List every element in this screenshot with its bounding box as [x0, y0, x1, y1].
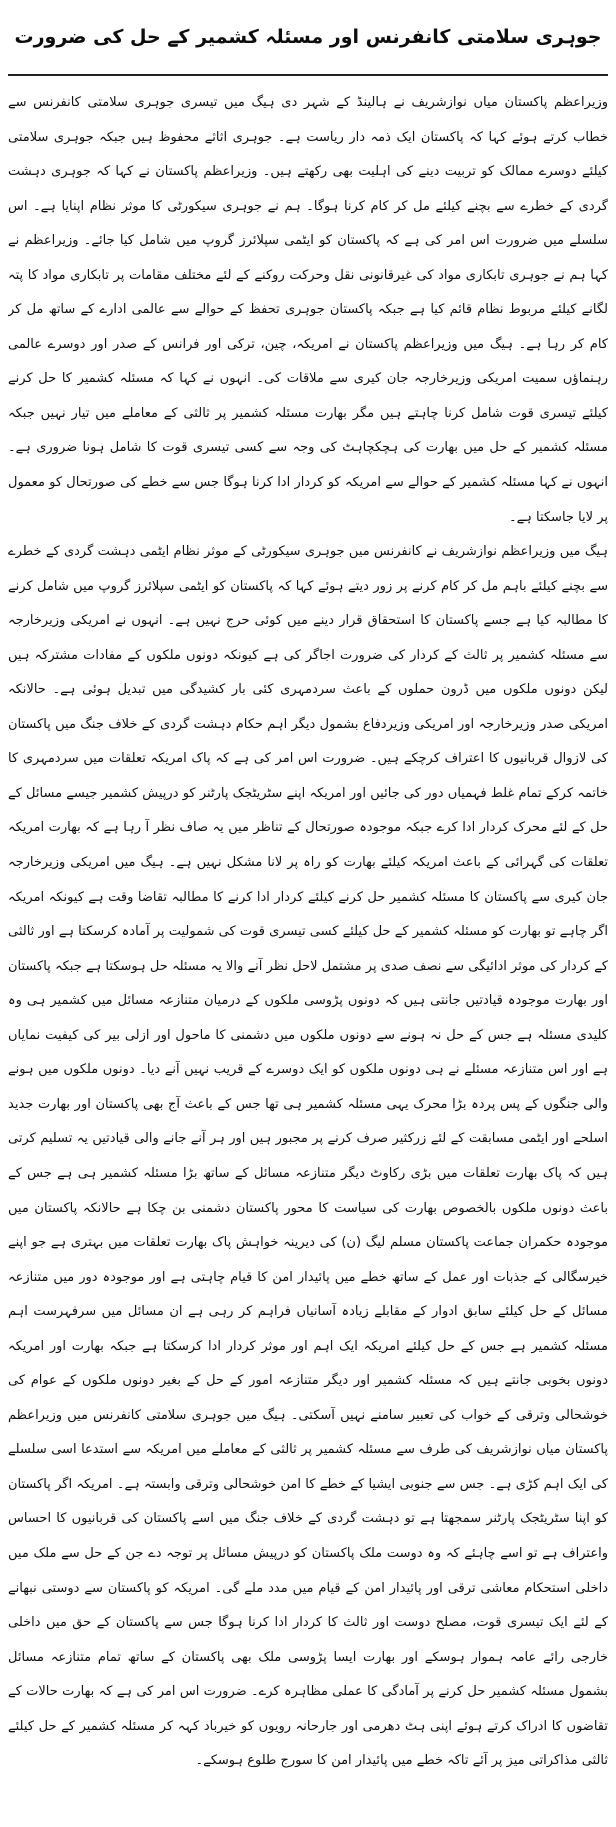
article-paragraph: وزیراعظم پاکستان میاں نوازشریف نے ہالینڈ کے شہر دی ہیگ میں تیسری جوہری سلامتی کانفرنس سے خطاب کرتے ہوئے کہا کہ پاکستان ایک ذمہ دار ریاست ہے۔ جوہری اثاثے محفوظ ہیں جبکہ جوہری سلامتی کیلئے دوسرے ممالک کو تربیت دینے کی اہلیت بھی رکھتے ہیں۔ وزیراعظم پاکستان نے کہا کہ جوہری دہشت گردی کے خطرے سے بچنے کیلئے مل کر کام کرنا ہوگا۔ ہم نے جوہری سیکورٹی کا موثر نظام اپنایا ہے۔ اس سلسلے میں ضرورت اس امر کی ہے کہ پاکستان کو ایٹمی سپلائرز گروپ میں شامل کیا جائے۔ وزیراعظم نے کہا ہم نے جوہری تابکاری مواد کی غیرقانونی نقل وحرکت روکنے کے لئے مختلف مقامات پر تابکاری مواد کا پتہ لگانے کیلئے مربوط نظام قائم کیا ہے جبکہ پاکستان جوہری تحفظ کے حوالے سے عالمی ادارے کے ساتھ مل کر کام کر رہا ہے۔ ہیگ میں وزیراعظم پاکستان نے امریکہ، چین، ترکی اور فرانس کے صدر اور دوسرے عالمی رہنماؤں سمیت امریکی وزیرخارجہ جان کیری سے ملاقات کی۔ انہوں نے کہا کہ مسئلہ کشمیر کا حل کرنے کیلئے تیسری قوت شامل کرنا چاہتے ہیں مگر بھارت مسئلہ کشمیر پر ثالثی کے معاملے میں تیار نہیں جبکہ مسئلہ کشمیر کے حل میں بھارت کی ہچکچاہٹ کی وجہ سے کسی تیسری قوت کا شامل ہونا ضروری ہے۔ انہوں نے کہا مسئلہ کشمیر کے حوالے سے امریکہ کو کردار ادا کرنا ہوگا جس سے خطے کی صورتحال کو معمول پر لایا جاسکتا ہے۔: [8, 95, 608, 525]
headline-container: [6, 4, 610, 70]
headline-divider: [8, 74, 608, 76]
article-body: [8, 86, 608, 1822]
headline: جوہری سلامتی کانفرنس اور مسئلہ کشمیر کے حل کی ضرورت: [14, 25, 602, 48]
article-paragraph: ہیگ میں وزیراعظم نوازشریف نے کانفرنس میں جوہری سیکورٹی کے موثر نظام ایٹمی دہشت گردی کے خطرے سے بچنے کیلئے باہم مل کر کام کرنے پر زور دیتے ہوئے کہا کہ پاکستان کو ایٹمی سپلائرز گروپ میں شامل کرنے کا مطالبہ کیا ہے جسے پاکستان کا استحقاق قرار دینے میں کوئی حرج نہیں ہے۔ انہوں نے امریکی وزیرخارجہ سے مسئلہ کشمیر پر ثالث کے کردار کی ضرورت اجاگر کی ہے کیونکہ دونوں ملکوں کے مفادات مشترکہ ہیں لیکن دونوں ملکوں میں ڈرون حملوں کے باعث سردمہری کئی بار کشیدگی میں تبدیل ہوئی ہے۔ حالانکہ امریکی صدر وزیرخارجہ اور امریکی وزیردفاع بشمول دیگر اہم حکام دہشت گردی کے خلاف جنگ میں پاکستان کی لازوال قربانیوں کا اعتراف کرچکے ہیں۔ ضرورت اس امر کی ہے کہ پاک امریکہ تعلقات میں سردمہری کا خاتمہ کرکے تمام غلط فہمیاں دور کی جائیں اور امریکہ اپنے سٹریٹجک پارٹنر کو درپیش کشمیر جیسے مسائل کے حل کے لئے محرک کردار ادا کرے جبکہ موجودہ صورتحال کے تناظر میں یہ صاف نظر آ رہا ہے کہ بھارت امریکہ تعلقات کی گہرائی کے باعث امریکہ کیلئے بھارت کو راہ پر لانا مشکل نہیں ہے۔ ہیگ میں امریکی وزیرخارجہ جان کیری سے پاکستان کا مسئلہ کشمیر حل کرنے کیلئے کردار ادا کرنے کا مطالبہ تقاضا وقت ہے کیونکہ امریکہ اگر چاہے تو بھارت کو مسئلہ کشمیر کے حل کیلئے کسی تیسری قوت کی شمولیت پر آمادہ کرسکتا ہے اور ثالثی کے کردار کی موثر ادائیگی سے نصف صدی پر مشتمل لاحل نظر آنے والا یہ مسئلہ حل ہوسکتا ہے جبکہ پاکستان اور بھارت موجودہ قیادتیں جانتی ہیں کہ دونوں پڑوسی ملکوں کے درمیان متنازعہ مسائل میں کشمیر ہی وہ کلیدی مسئلہ ہے جس کے حل نہ ہونے سے دونوں ملکوں میں دشمنی کا ماحول اور ازلی بیر کی کیفیت نمایاں ہے اور اس متنازعہ مسئلے نے ہی دونوں ملکوں کو ایک دوسرے کے قریب نہیں آنے دیا۔ دونوں ملکوں میں ہونے والی جنگوں کے پس پردہ بڑا محرک یہی مسئلہ کشمیر ہی تھا جس کے باعث آج بھی پاکستان اور بھارت جدید اسلحے اور ایٹمی مسابقت کے لئے زرکثیر صرف کرنے پر مجبور ہیں اور ہر آنے جانے والی قیادتیں یہ تسلیم کرتی ہیں کہ پاک بھارت تعلقات میں بڑی رکاوٹ دیگر متنازعہ مسائل کے ساتھ بڑا مسئلہ کشمیر ہی ہے جس کے باعث دونوں ملکوں بالخصوص بھارت کی سیاست کا محور پاکستان دشمنی بن چکا ہے حالانکہ پاکستان میں موجودہ حکمران جماعت پاکستان مسلم لیگ (ن) کی دیرینہ خواہش پاک بھارت تعلقات میں بہتری ہے جو اپنے خیرسگالی کے جذبات اور عمل کے ساتھ خطے میں پائیدار امن کا قیام چاہتی ہے اور موجودہ دور میں متنازعہ مسائل کے حل کیلئے سابق ادوار کے مقابلے زیادہ آسانیاں فراہم کر رہی ہے ان مسائل میں سرفہرست اہم مسئلہ کشمیر ہے جس کے حل کیلئے امریکہ ایک اہم اور موثر کردار ادا کرسکتا ہے جبکہ بھارت اور امریکہ دونوں بخوبی جانتے ہیں کہ مسئلہ کشمیر اور دیگر متنازعہ امور کے حل کے بغیر دونوں ملکوں کے عوام کی خوشحالی وترقی کے خواب کی تعبیر سامنے نہیں آسکتی۔ ہیگ میں جوہری سلامتی کانفرنس میں وزیراعظم پاکستان میاں نوازشریف کی طرف سے مسئلہ کشمیر پر ثالثی کے معاملے میں امریکہ سے استدعا اسی سلسلے کی ایک اہم کڑی ہے۔ جس سے جنوبی ایشیا کے خطے کا امن خوشحالی وترقی وابستہ ہے۔ امریکہ اگر پاکستان کو اپنا سٹریٹجک پارٹنر سمجھتا ہے تو دہشت گردی کے خلاف جنگ میں اسے پاکستان کی قربانیوں کا احساس واعتراف ہے تو اسے چاہئے کہ وہ دوست ملک پاکستان کو درپیش مسائل پر توجہ دے جن کے حل سے ملک میں داخلی استحکام معاشی ترقی اور پائیدار امن کے قیام میں مدد ملے گی۔ امریکہ کو پاکستان سے دوستی نبھانے کے لئے ایک تیسری قوت، مصلح دوست اور ثالث کا کردار ادا کرنا ہوگا جس سے پاکستان کے حق میں داخلی خارجی رائے عامہ ہموار ہوسکے اور بھارت ایسا پڑوسی ملک بھی پاکستان کے ساتھ تمام متنازعہ مسائل بشمول مسئلہ کشمیر حل کرنے پر آمادگی کا عملی مظاہرہ کرے۔ ضرورت اس امر کی ہے کہ بھارت حالات کے تقاضوں کا ادراک کرتے ہوئے اپنی ہٹ دھرمی اور جارحانہ رویوں کو خیرباد کہہ کر مسئلہ کشمیر کے حل کیلئے ثالثی مذاکراتی میز پر آئے تاکہ خطے میں پائیدار امن کا سورج طلوع ہوسکے۔: [8, 544, 608, 1769]
